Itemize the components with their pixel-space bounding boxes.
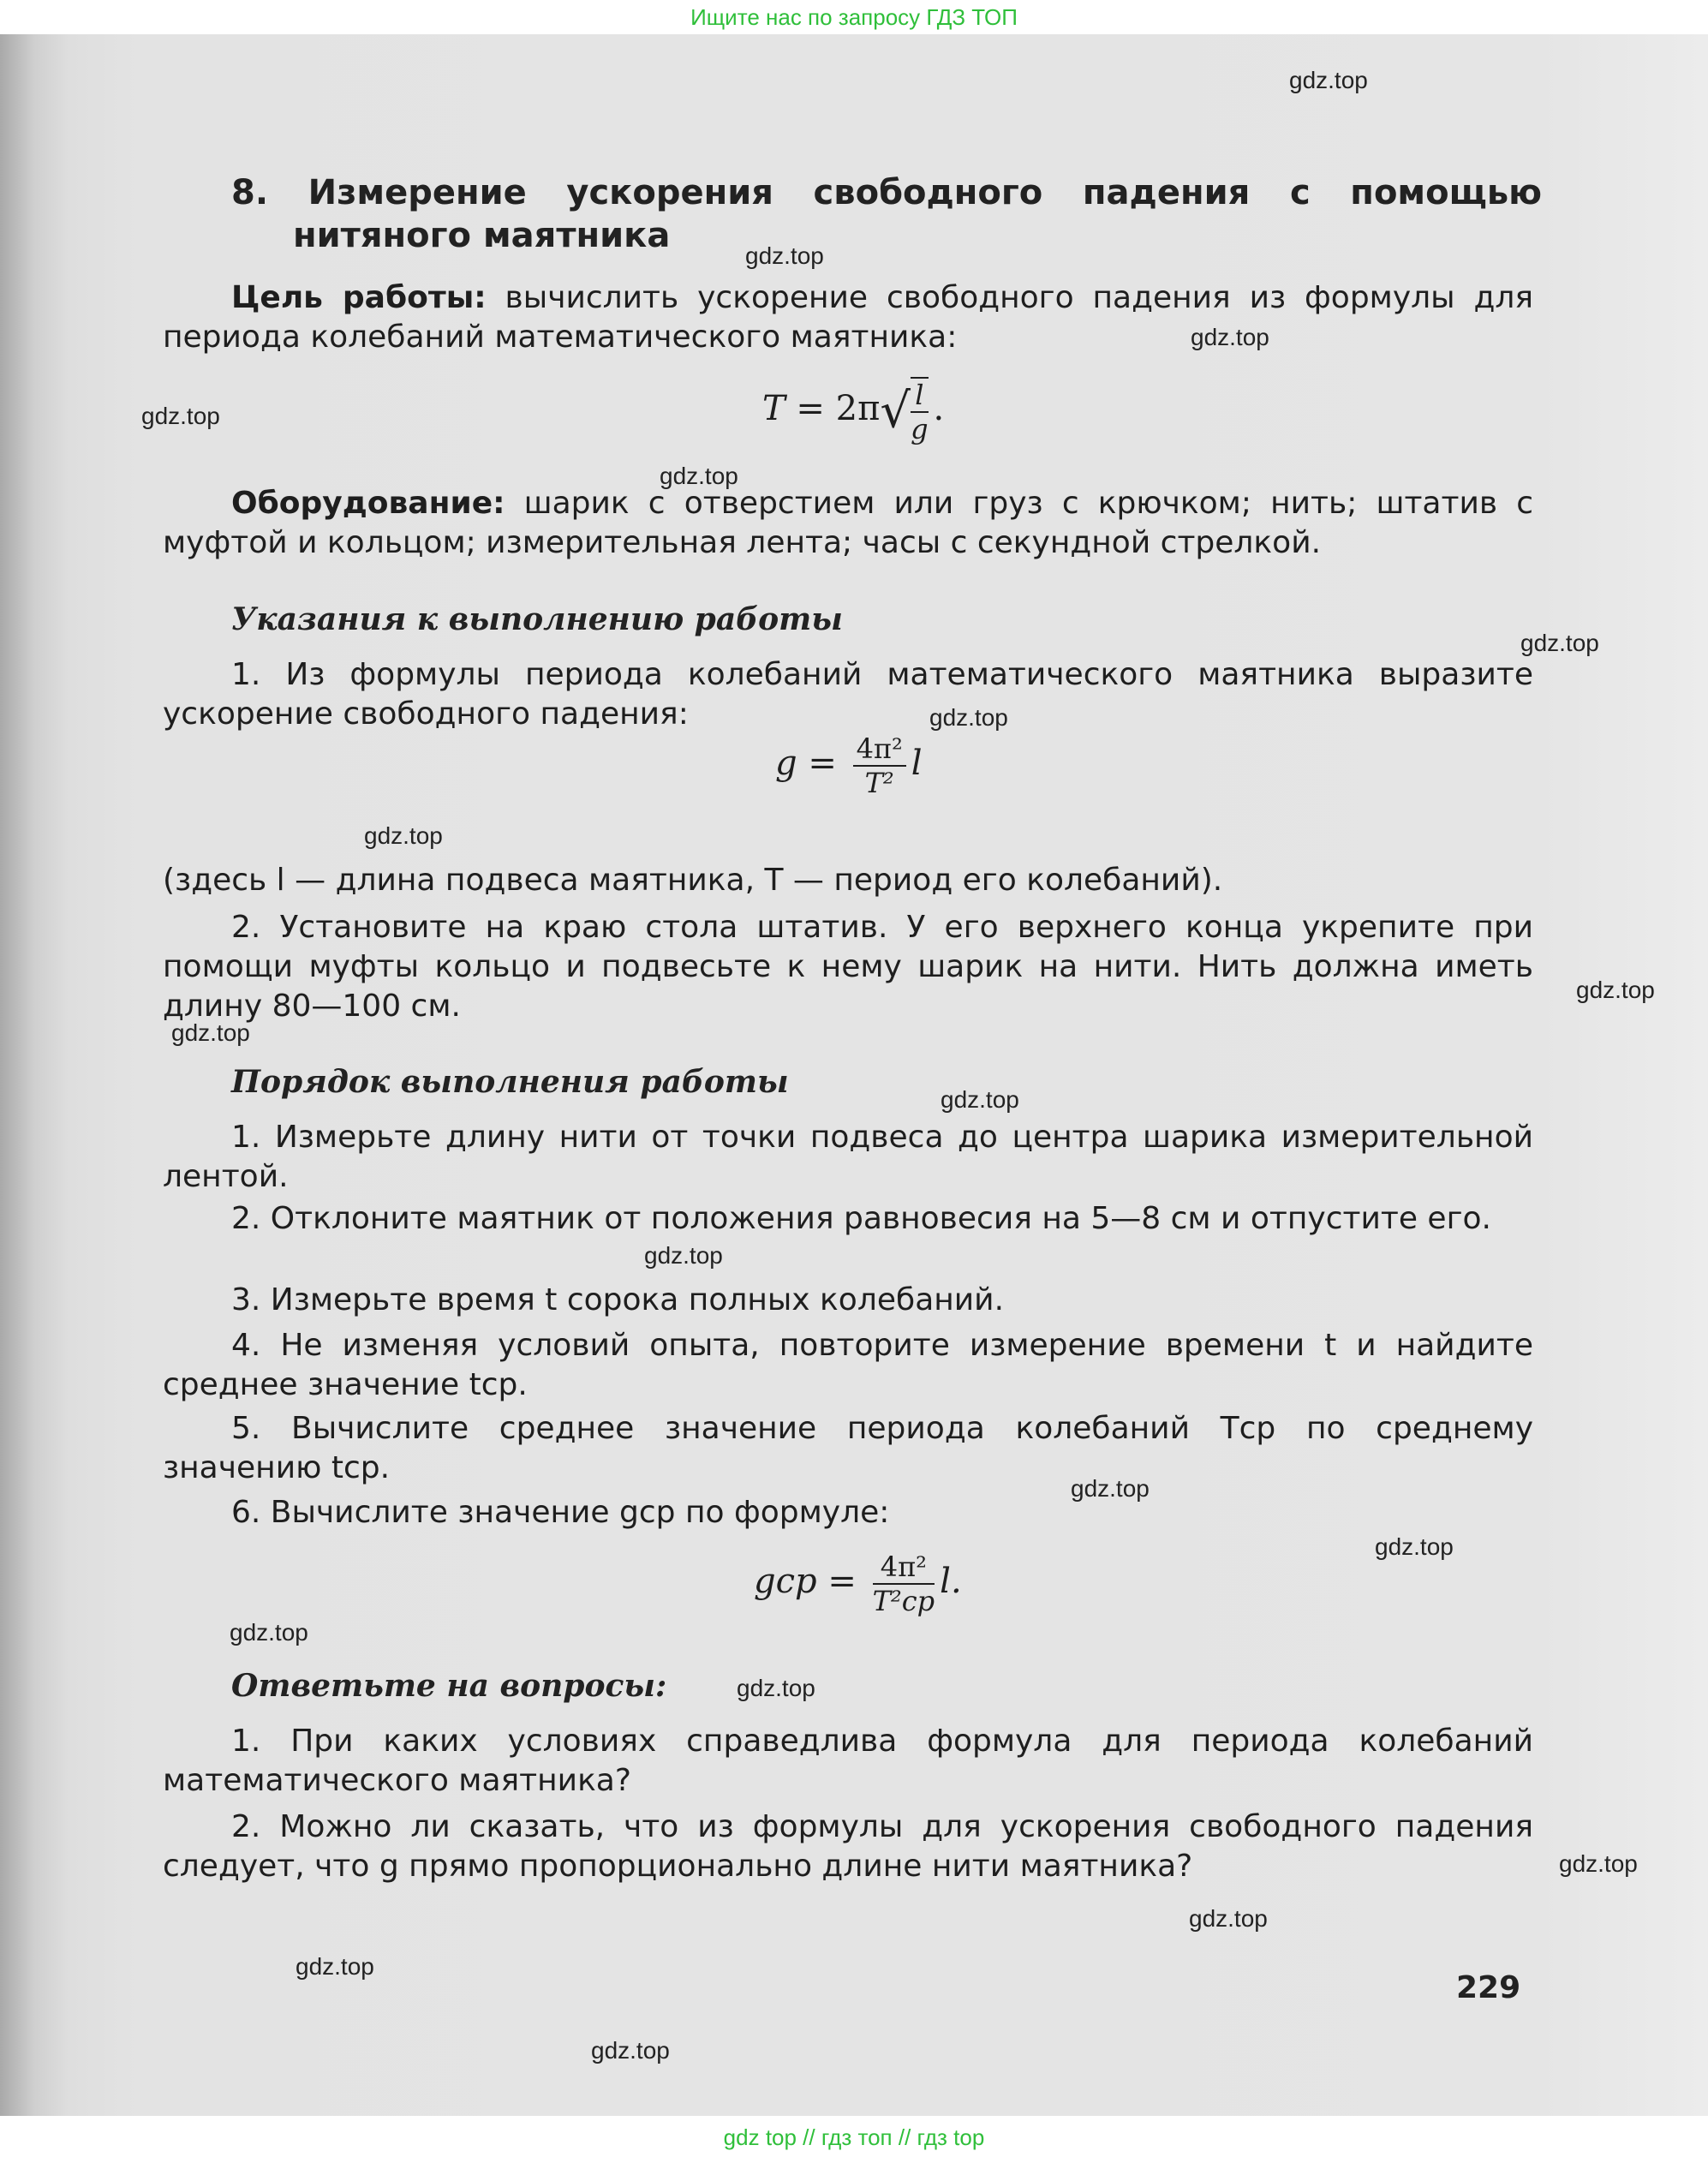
top-banner[interactable]: Ищите нас по запросу ГДЗ ТОП	[690, 4, 1018, 30]
section-title: 8. Измерение ускорения свободного падения с помощью нитяного маятника	[231, 173, 1542, 255]
step-4: 4. Не изменяя условий опыта, повторите измерение времени t и найдите среднее значение tср.	[163, 1328, 1533, 1402]
watermark: gdz.top	[660, 463, 738, 489]
watermark: gdz.top	[1191, 324, 1269, 350]
goal-text: вычислить ускорение свободного падения из формулы для периода колебаний математического маятника:	[163, 280, 1533, 355]
watermark: gdz.top	[1289, 67, 1368, 93]
formula-gavg-fraction	[873, 1551, 935, 1617]
formula-period-fraction	[911, 377, 928, 445]
formula-gavg-lhs: gср	[754, 1562, 817, 1601]
watermark: gdz.top	[1189, 1905, 1268, 1932]
question-2: 2. Можно ли сказать, что из формулы для ускорения свободного падения следует, что g прямо пропорционально длине нити маятника?	[163, 1809, 1533, 1884]
watermark: gdz.top	[941, 1086, 1019, 1113]
formula-g-lhs: g	[775, 744, 797, 783]
watermark: gdz.top	[171, 1019, 250, 1046]
watermark: gdz.top	[745, 242, 824, 269]
formula-period-lhs: T	[762, 389, 785, 428]
formula-g-num: 4π²	[853, 732, 906, 767]
watermark: gdz.top	[737, 1675, 815, 1701]
formula-gavg-den: T²ср	[872, 1585, 935, 1617]
formula-gavg-eq: =	[827, 1562, 857, 1601]
equipment-label: Оборудование:	[231, 486, 505, 521]
step-6: 6. Вычислите значение gср по формуле:	[231, 1495, 890, 1530]
formula-g-fraction	[853, 732, 906, 799]
watermark: gdz.top	[296, 1953, 374, 1980]
formula-gavg	[754, 1551, 962, 1617]
sqrt-sign: √	[880, 383, 911, 439]
procedure-heading: Порядок выполнения работы	[231, 1064, 789, 1100]
watermark: gdz.top	[141, 403, 220, 429]
watermark: gdz.top	[1559, 1850, 1638, 1877]
formula-g	[775, 732, 923, 799]
watermark: gdz.top	[1576, 977, 1655, 1003]
step-3: 3. Измерьте время t сорока полных колебаний.	[231, 1282, 1005, 1318]
watermark: gdz.top	[644, 1242, 723, 1269]
step-5: 5. Вычислите среднее значение периода колебаний Tср по среднему значению tср.	[163, 1411, 1533, 1485]
watermark: gdz.top	[1071, 1475, 1150, 1502]
step-1: 1. Измерьте длину нити от точки подвеса до центра шарика измерительной лентой.	[163, 1120, 1533, 1194]
page-number: 229	[1456, 1970, 1521, 2005]
watermark: gdz.top	[1520, 630, 1599, 656]
formula-period	[762, 377, 944, 445]
step-2: 2. Отклоните маятник от положения равновесия на 5—8 см и отпустите его.	[231, 1201, 1491, 1236]
formula-g-tail: l	[911, 744, 923, 783]
formula-gavg-num: 4π²	[873, 1551, 935, 1585]
watermark: gdz.top	[230, 1619, 308, 1646]
instruction-1-note: (здесь l — длина подвеса маятника, T — период его колебаний).	[163, 863, 1223, 898]
formula-period-eq: = 2π	[796, 389, 881, 428]
bottom-banner[interactable]: gdz top // гдз топ // гдз top	[723, 2124, 985, 2150]
formula-gavg-tail: l.	[940, 1562, 962, 1601]
watermark: gdz.top	[364, 822, 443, 849]
formula-period-den: g	[911, 413, 929, 445]
watermark: gdz.top	[1375, 1533, 1454, 1560]
watermark: gdz.top	[929, 704, 1008, 731]
goal-label: Цель работы:	[231, 280, 487, 315]
goal-paragraph	[163, 278, 1533, 357]
instruction-1: 1. Из формулы периода колебаний математического маятника выразите ускорение свободного падения:	[163, 657, 1533, 732]
question-1: 1. При каких условиях справедлива формула для периода колебаний математического маятника?	[163, 1724, 1533, 1798]
instructions-heading: Указания к выполнению работы	[231, 601, 843, 637]
formula-period-dot: .	[933, 389, 945, 428]
formula-period-num: l	[911, 379, 928, 413]
equipment-paragraph	[163, 484, 1533, 563]
questions-heading: Ответьте на вопросы:	[231, 1668, 667, 1704]
equipment-text: шарик с отверстием или груз с крючком; нить; штатив с муфтой и кольцом; измерительная лента; часы с секундной стрелкой.	[163, 486, 1533, 560]
formula-g-den: T²	[864, 767, 894, 799]
formula-g-eq: =	[808, 744, 837, 783]
watermark: gdz.top	[591, 2037, 670, 2064]
instruction-2: 2. Установите на краю стола штатив. У его верхнего конца укрепите при помощи муфты кольцо и подвесьте к нему шарик на нити. Нить должна иметь длину 80—100 см.	[163, 910, 1533, 1024]
